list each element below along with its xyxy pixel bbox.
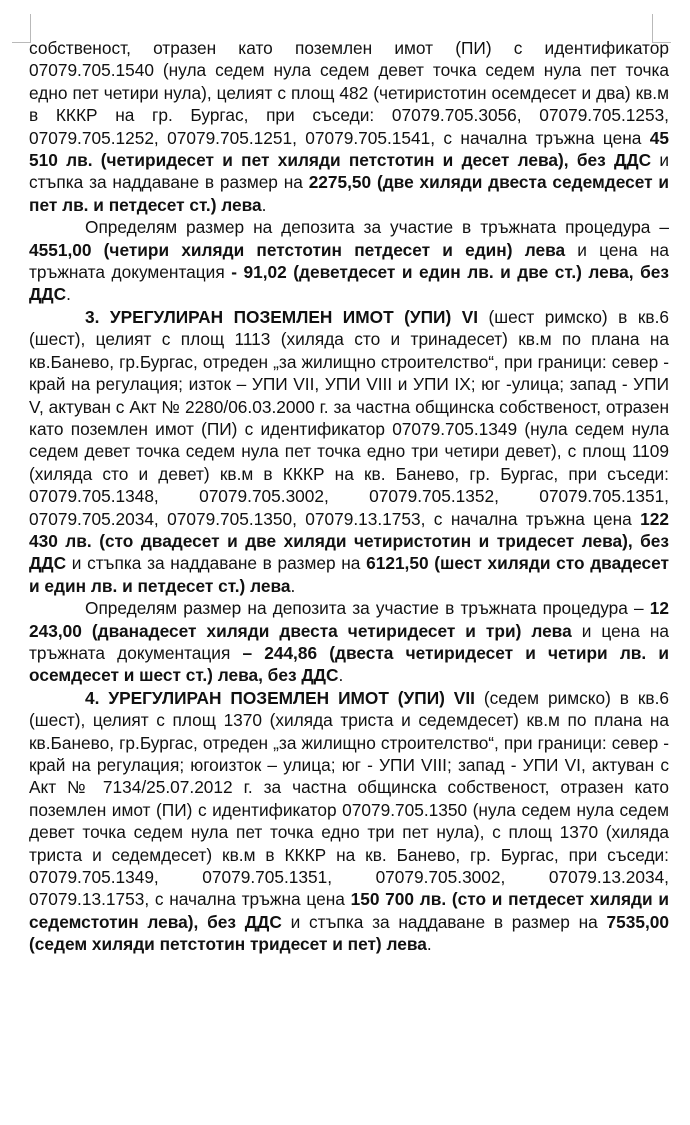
starting-price: 150 700 лв. (сто и петдесет хиляди и седемстотин лева), без ДДС	[29, 889, 669, 932]
bid-step: 6121,50 (шест хиляди сто двадесет и един лв. и петдесет ст.) лева	[29, 553, 670, 596]
deposit-amount: 12 243,00 (дванадесет хиляди двеста четиридесет и три) лева	[29, 598, 669, 641]
paragraph-item-4	[29, 687, 669, 956]
item-heading: 4. УРЕГУЛИРАН ПОЗЕМЛЕН ИМОТ (УПИ) VII	[85, 687, 475, 708]
paragraph-text: Определям размер на депозита за участие в тръжната процедура –	[85, 598, 650, 619]
paragraph-text: .	[290, 575, 296, 596]
documentation-price: - 91,02 (деветдесет и един лв. и две ст.) лева, без ДДС	[29, 262, 669, 305]
paragraph-item-3	[29, 306, 669, 597]
paragraph-text: и цена на тръжната документация	[29, 620, 669, 663]
paragraph-deposit-2	[29, 216, 669, 306]
paragraph-text: .	[426, 934, 432, 955]
paragraph-text: (шест римско) в кв.6 (шест), целият с площ 1113 (хиляда сто и тринадесет) кв.м по плана на кв.Банево, гр.Бургас, отреден „за жилищно строителство“, при граници: север - край на регулация; изток – УПИ VII, УПИ VIII и УПИ IX; юг -улица; запад - УПИ V, актуван с Акт № 2280/06.03.2000 г. за частна общинска собственост, отразен като поземлен имот (ПИ) с идентификатор 07079.705.1349 (нула седем нула седем девет точка седем нула пет точка едно три четири девет), с площ 1109 (хиляда сто и девет) кв.м в КККР на кв. Банево, гр. Бургас, при съседи: 07079.705.1348, 07079.705.3002, 07079.705.1352, 07079.705.1351, 07079.705.2034, 07079.705.1350, 07079.13.1753, с начална тръжна цена	[29, 306, 669, 529]
documentation-price: – 244,86 (двеста четиридесет и четири лв. и осемдесет и шест ст.) лева, без ДДС	[29, 642, 669, 686]
paragraph-text: .	[338, 665, 344, 686]
paragraph-text: (седем римско) в кв.6 (шест), целият с площ 1370 (хиляда триста и седемдесет) кв.м по плана на кв.Банево, гр.Бургас, отреден „за жилищно строителство“, при граници: север - край на регулация; югоизток – улица; юг - УПИ VIII; запад - УПИ VI, актуван с Акт № 7134/25.07.2012 г. за частна общинска собственост, отразен като поземлен имот (ПИ) с идентификатор 07079.705.1350 (нула седем нула седем девет точка седем нула пет точка едно три пет нула), с площ 1370 (хиляда триста и седемдесет) кв.м в КККР на кв. Банево, гр. Бургас, при съседи: 07079.705.1349, 07079.705.1351, 07079.705.3002, 07079.13.2034, 07079.13.1753, с начална тръжна цена	[29, 687, 669, 910]
deposit-amount: 4551,00 (четири хиляди петстотин петдесет и един) лева	[29, 239, 566, 260]
paragraph-text: и цена на тръжната документация	[29, 239, 669, 283]
starting-price: 45 510 лв. (четиридесет и пет хиляди петстотин и десет лева), без ДДС	[29, 127, 669, 171]
paragraph-deposit-3	[29, 597, 669, 687]
paragraph-continuation	[29, 37, 669, 216]
item-heading: 3. УРЕГУЛИРАН ПОЗЕМЛЕН ИМОТ (УПИ) VI	[85, 306, 479, 327]
bid-step: 2275,50 (две хиляди двеста седемдесет и пет лв. и петдесет ст.) лева	[29, 172, 670, 215]
paragraph-text: и стъпка за наддаване в размер на	[66, 553, 367, 574]
paragraph-text: собственост, отразен като поземлен имот (ПИ) с идентификатор 07079.705.1540 (нула седем нула седем девет точка седем нула пет точка едно пет четири нула), целият с площ 482 (четиристотин осемдесет и два) кв.м в КККР на гр. Бургас, при съседи: 07079.705.3056, 07079.705.1253, 07079.705.1252, 07079.705.1251, 07079.705.1541, с начална тръжна цена	[29, 38, 669, 148]
bid-step: 7535,00 (седем хиляди петстотин тридесет и пет) лева	[29, 911, 669, 955]
starting-price: 122 430 лв. (сто двадесет и две хиляди четиристотин и тридесет лева), без ДДС	[29, 508, 669, 574]
paragraph-text: Определям размер на депозита за участие в тръжната процедура –	[85, 217, 669, 238]
paragraph-text: .	[261, 194, 267, 215]
document-body	[29, 37, 669, 956]
paragraph-text: и стъпка за наддаване в размер на	[281, 911, 607, 932]
paragraph-text: и стъпка за наддаване в размер на	[29, 150, 669, 193]
paragraph-text: .	[66, 284, 71, 305]
